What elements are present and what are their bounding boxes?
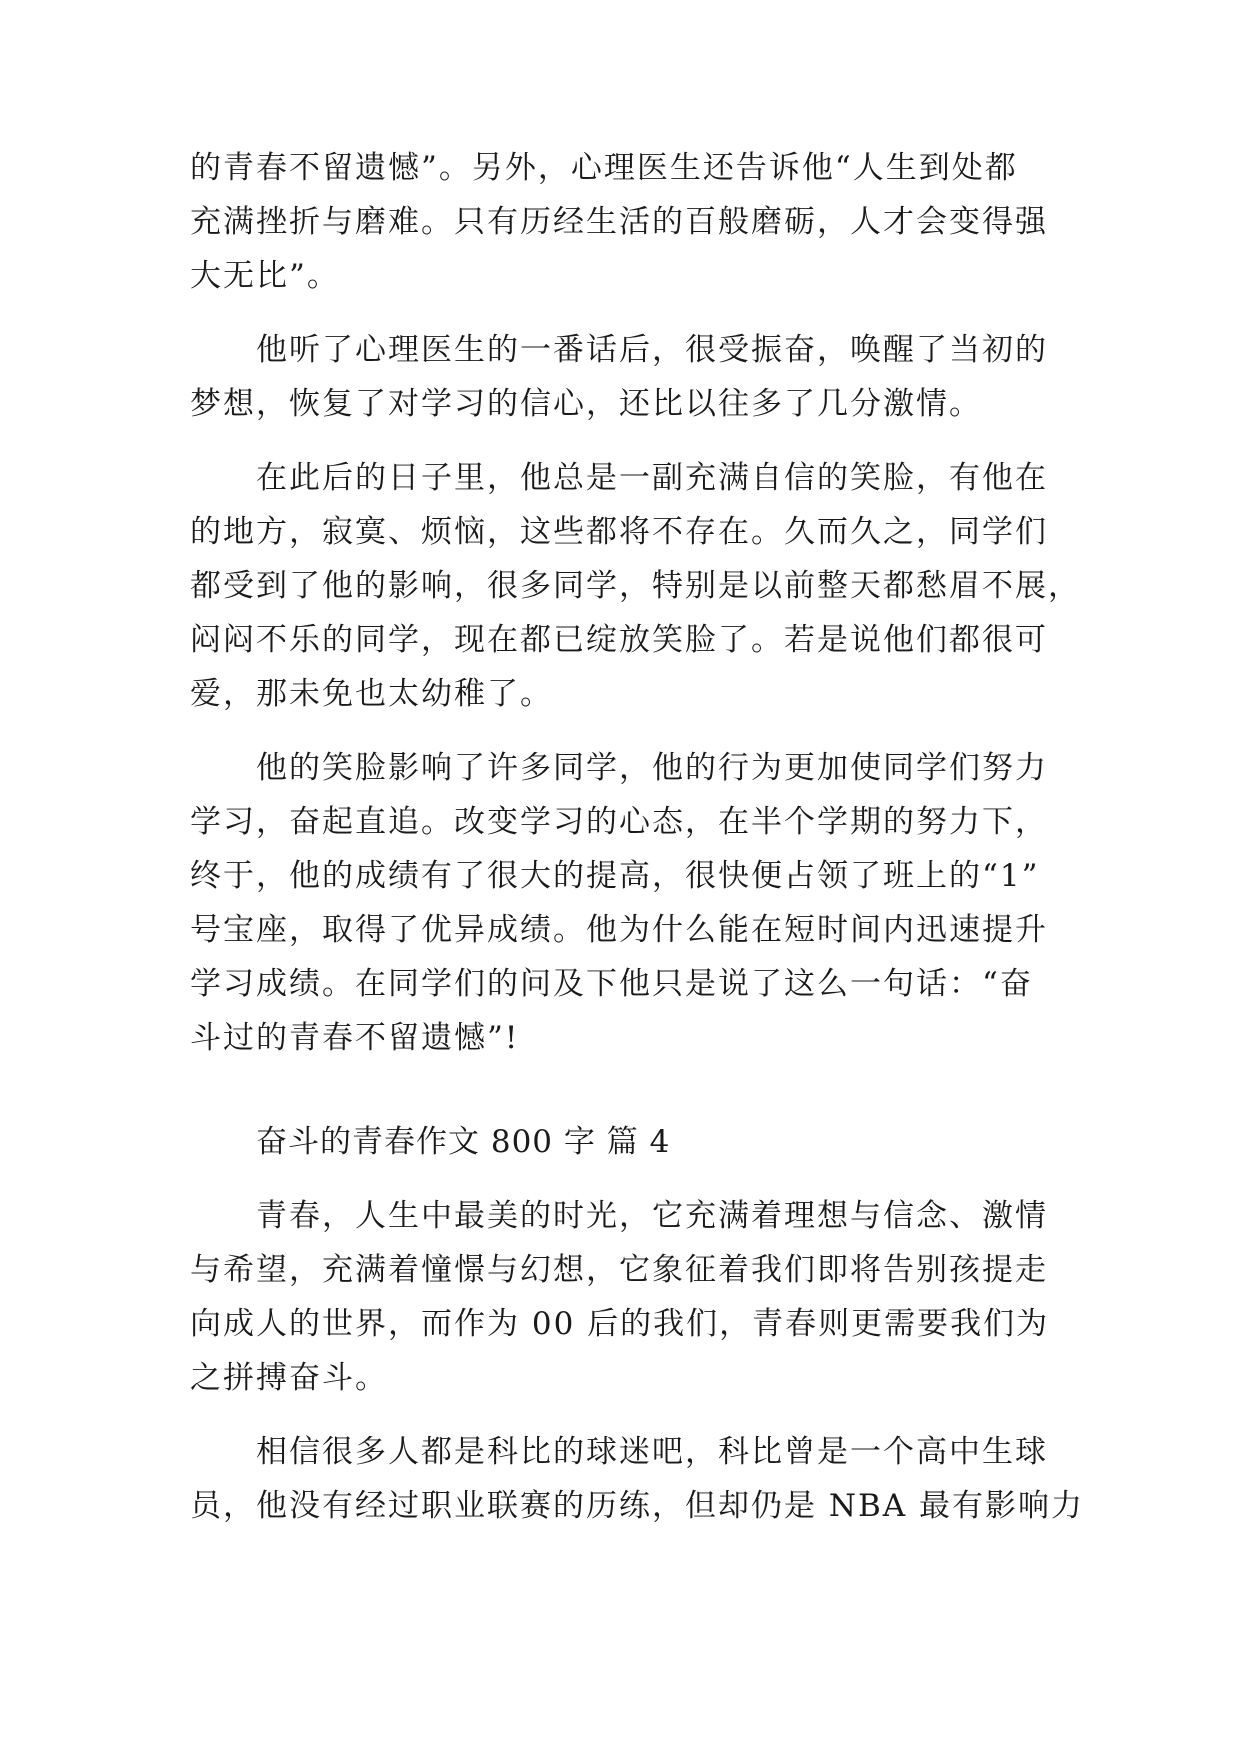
- text-line: 爱，那未免也太幼稚了。: [190, 676, 553, 712]
- paragraph-first-line: 他听了心理医生的一番话后，很受振奋，唤醒了当初的: [256, 332, 1048, 368]
- text-line: 斗过的青春不留遗憾”!: [190, 1020, 520, 1056]
- text-line: 向成人的世界，而作为 00 后的我们，青春则更需要我们为: [190, 1306, 1050, 1342]
- paragraph-first-line: 相信很多人都是科比的球迷吧，科比曾是一个高中生球: [256, 1434, 1048, 1470]
- text-line: 之拼搏奋斗。: [190, 1360, 388, 1396]
- paragraph-first-line: 他的笑脸影响了许多同学，他的行为更加使同学们努力: [256, 750, 1048, 786]
- text-line: 闷闷不乐的同学，现在都已绽放笑脸了。若是说他们都很可: [190, 622, 1048, 658]
- text-line: 大无比”。: [190, 258, 340, 294]
- text-line: 与希望，充满着憧憬与幻想，它象征着我们即将告别孩提走: [190, 1252, 1048, 1288]
- paragraph-first-line: 青春，人生中最美的时光，它充满着理想与信念、激情: [256, 1198, 1048, 1234]
- text-line: 的地方，寂寞、烦恼，这些都将不存在。久而久之，同学们: [190, 514, 1048, 550]
- text-line: 员，他没有经过职业联赛的历练，但却仍是 NBA 最有影响力: [190, 1488, 1084, 1524]
- text-line: 的青春不留遗憾”。另外，心理医生还告诉他“人生到处都: [190, 150, 1018, 186]
- text-line: 学习，奋起直追。改变学习的心态，在半个学期的努力下，: [190, 804, 1048, 840]
- text-line: 梦想，恢复了对学习的信心，还比以往多了几分激情。: [190, 386, 982, 422]
- section-heading: 奋斗的青春作文 800 字 篇 4: [256, 1124, 671, 1160]
- paragraph-first-line: 在此后的日子里，他总是一副充满自信的笑脸，有他在: [256, 460, 1048, 496]
- text-line: 终于，他的成绩有了很大的提高，很快便占领了班上的“1”: [190, 858, 1040, 894]
- text-line: 号宝座，取得了优异成绩。他为什么能在短时间内迅速提升: [190, 912, 1048, 948]
- text-line: 充满挫折与磨难。只有历经生活的百般磨砺，人才会变得强: [190, 204, 1048, 240]
- text-line: 学习成绩。在同学们的问及下他只是说了这么一句话：“奋: [190, 966, 1033, 1002]
- text-line: 都受到了他的影响，很多同学，特别是以前整天都愁眉不展，: [190, 568, 1081, 604]
